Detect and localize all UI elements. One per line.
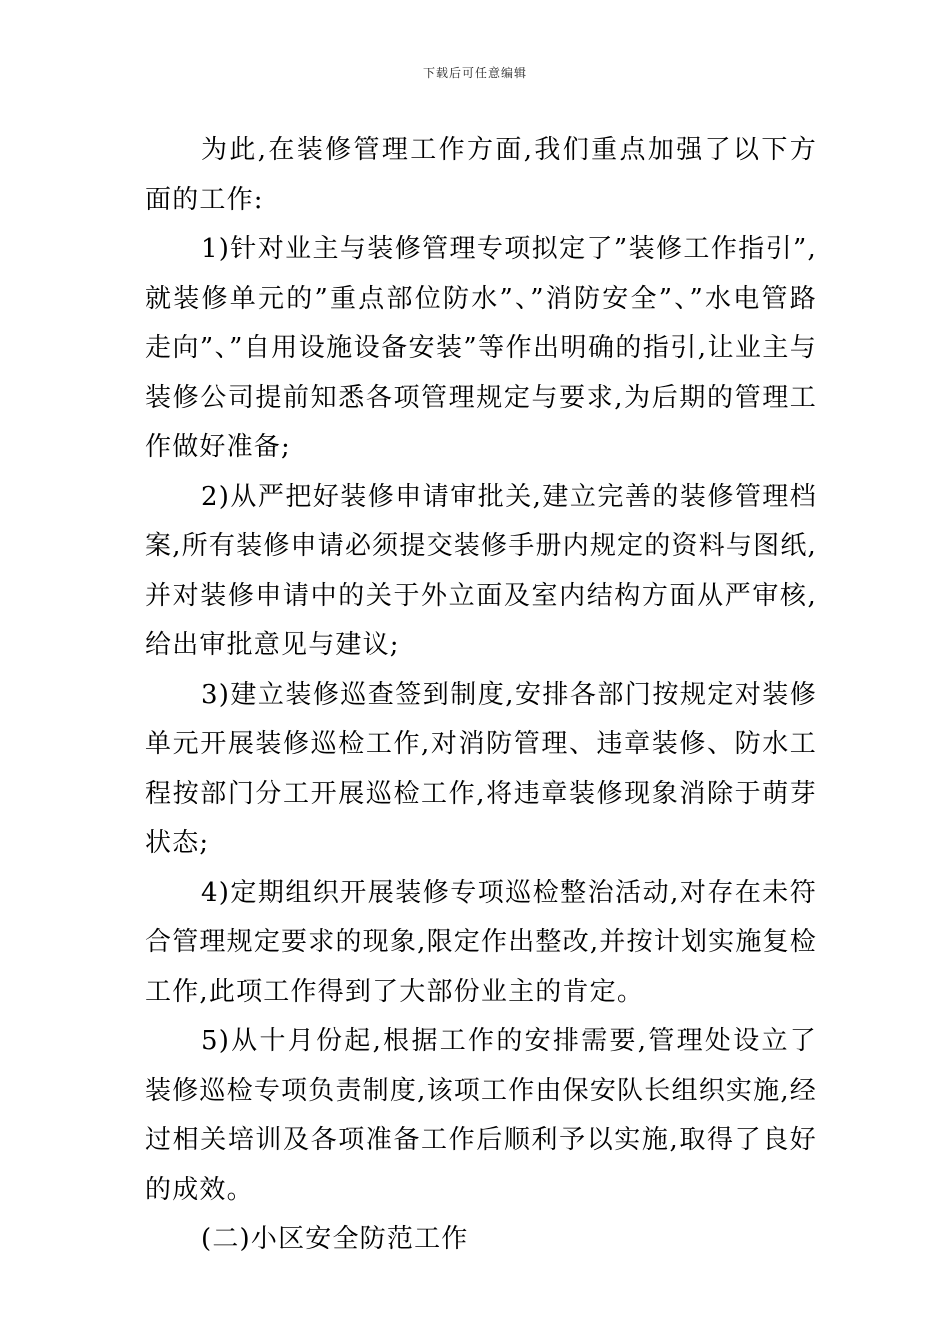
section-heading: (二)小区安全防范工作 xyxy=(201,1224,469,1254)
paragraph-item-1: 1)针对业主与装修管理专项拟定了”装修工作指引”,就装修单元的”重点部位防水”、”消防安全”、”水电管路走向”、”自用设施设备安装”等作出明确的指引,让业主与装修公司提前知悉各项管理规定与要求,为后期的管理工作做好准备; xyxy=(145,234,817,462)
paragraph-intro: 为此,在装修管理工作方面,我们重点加强了以下方面的工作: xyxy=(145,135,817,215)
page-header: 下载后可任意编辑 xyxy=(422,66,527,80)
paragraph-item-2: 2)从严把好装修申请审批关,建立完善的装修管理档案,所有装修申请必须提交装修手册内规定的资料与图纸,并对装修申请中的关于外立面及室内结构方面从严审核,给出审批意见与建议; xyxy=(145,481,817,660)
document-body xyxy=(145,126,817,1265)
paragraph-item-4: 4)定期组织开展装修专项巡检整治活动,对存在未符合管理规定要求的现象,限定作出整改,并按计划实施复检工作,此项工作得到了大部份业主的肯定。 xyxy=(145,877,817,1007)
paragraph-item-3: 3)建立装修巡查签到制度,安排各部门按规定对装修单元开展装修巡检工作,对消防管理、违章装修、防水工程按部门分工开展巡检工作,将违章装修现象消除于萌芽状态; xyxy=(145,679,817,858)
paragraph-item-5: 5)从十月份起,根据工作的安排需要,管理处设立了装修巡检专项负责制度,该项工作由保安队长组织实施,经过相关培训及各项准备工作后顺利予以实施,取得了良好的成效。 xyxy=(145,1026,817,1205)
